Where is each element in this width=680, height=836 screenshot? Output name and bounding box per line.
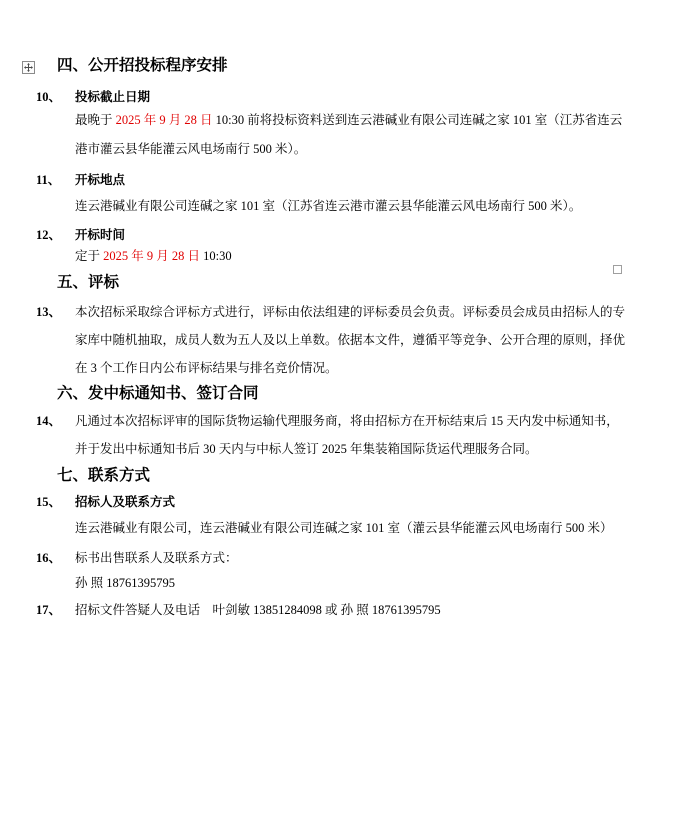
section-heading-6: 六、发中标通知书、签订合同 [57, 385, 259, 402]
item-number-13: 13、 [36, 305, 62, 319]
item-label-11: 开标地点 [75, 173, 126, 187]
move-handle-icon[interactable] [22, 61, 35, 74]
section-heading-5: 五、评标 [57, 274, 120, 291]
item-number-17: 17、 [36, 603, 62, 617]
item-12-line-1-suffix: 10:30 [200, 249, 232, 263]
item-15-line-1: 连云港碱业有限公司，连云港碱业有限公司连碱之家 101 室（灌云县华能灌云风电场南行 500 米） [75, 521, 613, 535]
item-14-line-2: 并于发出中标通知书后 30 天内与中标人签订 2025 年集装箱国际货运代理服务合同。 [75, 442, 538, 456]
item-label-15: 招标人及联系方式 [75, 495, 176, 509]
item-number-10: 10、 [36, 90, 62, 104]
section-heading-7: 七、联系方式 [57, 467, 151, 484]
item-12-line-1-prefix: 定于 [75, 249, 104, 263]
item-10-line-1-prefix: 最晚于 [75, 113, 116, 127]
item-number-15: 15、 [36, 495, 62, 509]
item-16-line-1: 孙 照 18761395795 [75, 576, 176, 590]
opening-date-red: 2025 年 9 月 28 日 [103, 249, 201, 263]
empty-square-marker[interactable] [613, 265, 622, 274]
item-number-11: 11、 [36, 173, 61, 187]
section-heading-4: 四、公开招投标程序安排 [57, 57, 228, 74]
item-13-line-3: 在 3 个工作日内公布评标结果与排名竞价情况。 [75, 361, 338, 375]
item-17-line-1: 招标文件答疑人及电话 叶剑敏 13851284098 或 孙 照 18761395795 [75, 603, 441, 617]
item-label-12: 开标时间 [75, 228, 126, 242]
item-10-line-2: 港市灌云县华能灌云风电场南行 500 米）。 [75, 142, 307, 156]
item-13-line-1: 本次招标采取综合评标方式进行，评标由依法组建的评标委员会负责。评标委员会成员由招标人的专 [75, 305, 626, 319]
deadline-date-red: 2025 年 9 月 28 日 [115, 113, 213, 127]
item-label-16: 标书出售联系人及联系方式： [75, 551, 238, 565]
four-way-arrow-icon [24, 63, 33, 72]
item-label-10: 投标截止日期 [75, 90, 151, 104]
item-13-line-2: 家库中随机抽取，成员人数为五人及以上单数。依据本文件，遵循平等竞争、公开合理的原则，择优 [75, 333, 626, 347]
item-number-14: 14、 [36, 414, 62, 428]
item-10-line-1-suffix: 10:30 前将投标资料送到连云港碱业有限公司连碱之家 101 室（江苏省连云 [212, 113, 623, 127]
item-12-line-1 [75, 248, 232, 264]
item-14-line-1: 凡通过本次招标评审的国际货物运输代理服务商，将由招标方在开标结束后 15 天内发中标通知书， [75, 414, 619, 428]
item-11-line-1: 连云港碱业有限公司连碱之家 101 室（江苏省连云港市灌云县华能灌云风电场南行 500 米）。 [75, 199, 582, 213]
item-number-16: 16、 [36, 551, 62, 565]
item-10-line-1 [75, 112, 622, 128]
item-number-12: 12、 [36, 228, 62, 242]
